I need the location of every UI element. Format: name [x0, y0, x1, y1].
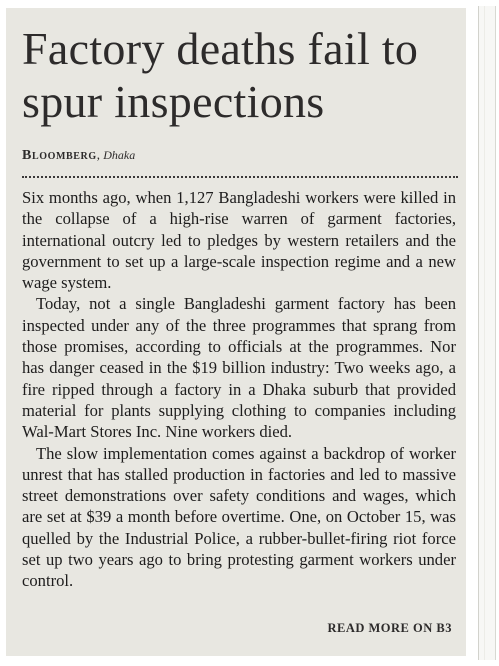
headline: Factory deaths fail to spur inspections	[22, 23, 419, 127]
paragraph-1: Six months ago, when 1,127 Bangladeshi workers were killed in the collapse of a high-rise warren of garment factories, international outcry led to pledges by western retailers and the government to set up a large-scale inspection regime and a new wage system.	[22, 188, 456, 293]
byline-agency: Bloomberg	[22, 148, 97, 163]
byline	[22, 147, 135, 164]
paragraph-2: Today, not a single Bangladeshi garment factory has been inspected under any of the three programmes that sprang from those promises, according to officials at the programmes. Nor has danger ceased in the $19 billion industry: Two weeks ago, a fire ripped through a factory in a Dhaka suburb that provided material for plants supplying clothing to companies including Wal-Mart Stores Inc. Nine workers died.	[22, 294, 456, 442]
paragraph-3: The slow implementation comes against a backdrop of worker unrest that has stalled production in factories and led to massive street demonstrations over safety conditions and wages, which are set at $39 a month before overtime. One, on October 15, was quelled by the Industrial Police, a rubber-bullet-firing riot force set up two years ago to bring protesting garment workers under control.	[22, 443, 456, 591]
byline-city: Dhaka	[103, 148, 136, 162]
read-more-link[interactable]: READ MORE ON B3	[327, 621, 452, 635]
article-body	[22, 187, 456, 592]
byline-separator: ,	[96, 147, 100, 162]
page-edge	[478, 6, 496, 660]
dotted-divider	[22, 176, 458, 178]
